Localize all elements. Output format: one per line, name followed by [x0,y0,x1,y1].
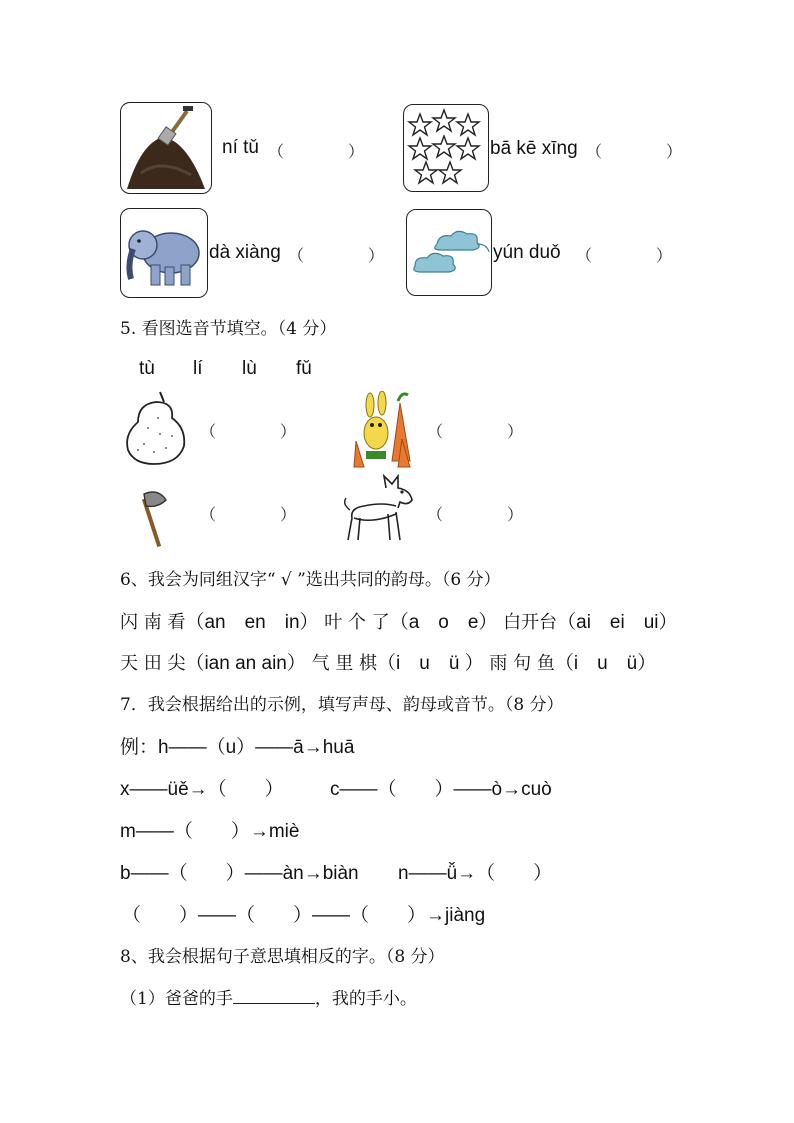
q6-group-3-options[interactable]: （ai ei ui） [557,612,678,633]
q7-row3-left[interactable]: b——（ ）——àn→biàn [120,863,359,884]
q7-row4[interactable]: （ ）——（ ）——（ ）→jiàng [122,905,486,926]
q5-answer-rabbit[interactable]: （ ） [427,422,524,441]
q6-group-5-options[interactable]: （i u ü ） [377,653,484,674]
q7-row3-right[interactable]: n——ǚ→（ ） [398,863,553,884]
q4-answer-ba-ke-xing[interactable]: （ ） [586,142,683,161]
q6-heading: 6、我会为同组汉字“ √ ”选出共同的韵母。（6 分） [120,570,501,590]
q5-answer-pear[interactable]: （ ） [200,422,297,441]
q5-option-lu: lù [242,358,257,379]
q7-row1-right[interactable]: c——（ ）——ò→cuò [330,779,552,800]
soil-picture-box [120,102,212,194]
q8-item-1-suffix: ，我的手小。 [314,989,417,1009]
q6-group-1-options[interactable]: （an en in） [185,612,319,633]
q5-option-fu: fǔ [296,358,312,379]
q6-line-1 [120,607,678,634]
q8-item-1 [120,984,417,1009]
q6-group-6-chars: 雨 句 鱼 [489,653,555,674]
q6-group-1-chars: 闪 南 看 [120,612,186,633]
q4-pinyin-ba-ke-xing: bā kē xīng [490,138,578,159]
q7-heading: 7．我会根据给出的示例，填写声母、韵母或音节。（8 分） [120,695,564,715]
q7-row2[interactable]: m——（ ）→miè [120,821,300,842]
q4-answer-da-xiang[interactable]: （ ） [288,246,385,265]
q4-pinyin-yun-duo: yún duǒ [493,242,561,263]
q6-group-4-options[interactable]: （ian an ain） [185,653,306,674]
clouds-picture-box [406,209,492,296]
elephant-picture-box [120,208,208,298]
q7-example: 例：h——（u）——ā→huā [120,737,355,758]
q5-option-li: lí [193,358,203,379]
q8-item-1-prefix: （1）爸爸的手 [120,989,233,1009]
q6-line-2 [120,648,656,675]
elephant-icon [121,209,207,297]
clouds-icon [407,210,491,295]
q6-group-2-chars: 叶 个 了 [324,612,390,633]
q6-group-5-chars: 气 里 棋 [311,653,378,674]
q5-answer-donkey[interactable]: （ ） [427,505,524,524]
q4-pinyin-ni-tu: ní tǔ [222,137,259,158]
q7-row1-left[interactable]: x——üě→（ ） [120,779,284,800]
soil-with-shovel-icon [121,103,211,193]
stars-picture-box [403,104,489,192]
stars-icon [404,105,488,191]
q8-heading: 8、我会根据句子意思填相反的字。（8 分） [120,947,445,967]
q5-answer-axe[interactable]: （ ） [200,505,297,524]
q4-pinyin-da-xiang: dà xiàng [209,242,281,263]
q6-group-4-chars: 天 田 尖 [120,653,186,674]
q4-answer-yun-duo[interactable]: （ ） [576,246,673,265]
axe-icon [136,488,176,550]
q5-heading: 5. 看图选音节填空。（4 分） [120,319,337,339]
q6-group-6-options[interactable]: （i u ü） [554,653,657,674]
q6-group-3-chars: 白开台 [503,612,558,633]
q6-group-2-options[interactable]: （a o e） [389,612,498,633]
q5-option-tu: tù [139,358,155,379]
q8-item-1-blank[interactable] [233,987,315,1004]
donkey-icon [342,474,418,544]
rabbit-with-carrots-icon [352,391,418,469]
q4-answer-ni-tu[interactable]: （ ） [268,142,365,161]
pear-icon [120,388,190,466]
